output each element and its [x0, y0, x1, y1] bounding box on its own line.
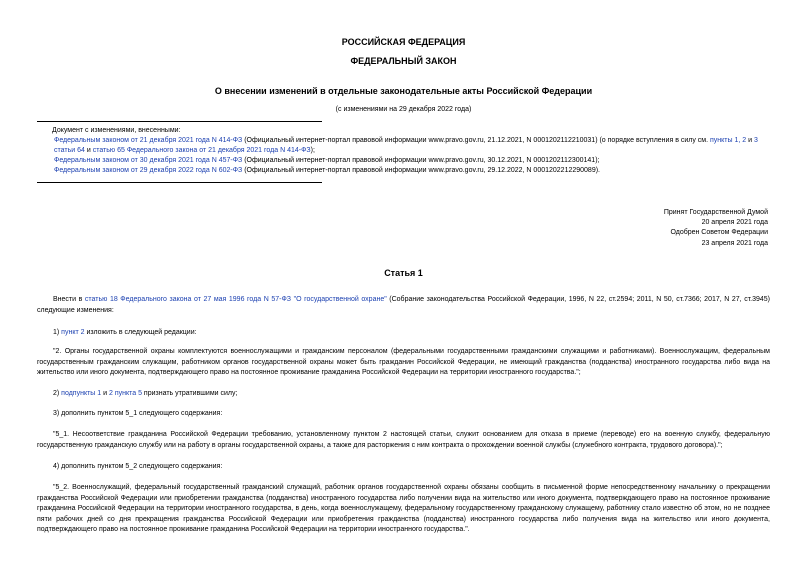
point-5-link[interactable]: 2 пункта 5: [108, 390, 142, 397]
change-text: );: [310, 147, 315, 154]
change-link-457fz[interactable]: Федеральным законом от 30 декабря 2021 года N 457-ФЗ: [54, 157, 243, 164]
paragraph-text: признать утратившими силу;: [141, 390, 238, 397]
article-quote-point-5-1: "5_1. Несоответствие гражданина Российской Федерации требованию, установленному пунктом 2 настоящей статьи, служит основанием для отказа в приеме (переводе) его на военную службу, федеральную государственную гражданскую службу или на работу в органы государственной охраны, а также для расторжения с ним контракта о прохождении военной службы (служебного контракта, трудового договора).";: [37, 431, 770, 449]
paragraph-text: (Собрание законодательства Российской Федерации, 1996, N 22, ст.2594; 2011, N 50, ст.7366; 2017, N 27, ст.3945) следующие изменения:: [37, 296, 770, 314]
document-title: О внесении изменений в отдельные законодательные акты Российской Федерации: [214, 86, 593, 96]
change-item-1: [52, 136, 772, 156]
law-type-heading: ФЕДЕРАЛЬНЫЙ ЗАКОН: [350, 56, 457, 66]
paragraph-text: 1): [53, 329, 62, 336]
change-text: (Официальный интернет-портал правовой информации www.pravo.gov.ru, 21.12.2021, N 0001202112210031) (о порядке вступления в силу см.: [242, 137, 710, 144]
changes-list: [52, 126, 772, 176]
adoption-line: Одобрен Советом Федерации: [670, 229, 768, 237]
article-item-3: 3) дополнить пунктом 5_1 следующего содержания:: [53, 410, 223, 417]
change-link-414fz[interactable]: Федеральным законом от 21 декабря 2021 года N 414-ФЗ: [54, 137, 243, 144]
change-item-2: [52, 156, 772, 166]
article-item-4: 4) дополнить пунктом 5_2 следующего содержания:: [53, 463, 223, 470]
article-paragraph-1: [37, 295, 770, 316]
law-57fz-link[interactable]: статью 18 Федерального закона от 27 мая 1996 года N 57-ФЗ "О государственной охране": [84, 296, 387, 303]
adoption-block: [568, 208, 768, 249]
adoption-line: 23 апреля 2021 года: [701, 239, 768, 247]
adoption-line: Принят Государственной Думой: [663, 209, 768, 216]
change-link-article64[interactable]: 3 статьи 64: [54, 137, 758, 154]
change-text: и: [746, 137, 754, 144]
subpoints-1-link[interactable]: подпункты 1: [61, 390, 102, 397]
change-link-article65[interactable]: статью 65 Федерального закона от 21 декабря 2021 года N 414-ФЗ: [92, 147, 311, 154]
article-quote-point-2: "2. Органы государственной охраны комплектуются военнослужащими и гражданским персоналом (федеральными государственными гражданскими служащими и работниками). Военнослужащим, федеральным государственным гражданским служащим, работником органов государственной охраны может быть гражданин Российской Федерации, не имеющий гражданства (подданства) иностранного государства либо вида на жительство или иного документа, подтверждающего право на постоянное проживание гражданина Российской Федерации на территории иностранного государства.";: [37, 348, 770, 376]
change-item-3: [52, 166, 772, 176]
article-item-2: [37, 389, 770, 400]
change-text: (Официальный интернет-портал правовой информации www.pravo.gov.ru, 29.12.2022, N 0001202212290089).: [242, 167, 600, 174]
article-quote-point-5-2: "5_2. Военнослужащий, федеральный государственный гражданский служащий, работник органов государственной охраны обязаны сообщить в письменной форме непосредственному начальнику о прекращении гражданства Российской Федерации или приобретении гражданства (подданства) иностранного государства либо получении вида на жительство или иного документа, подтверждающего право на постоянное проживание гражданина Российской Федерации на территории иностранного государства, в день, когда военнослужащему, федеральному государственному гражданскому служащему, работнику стало известно об этом, но не позднее пяти рабочих дней со дня прекращения гражданства Российской Федерации или приобретения гражданства (подданства) иностранного государства либо получения вида на жительство или иного документа, подтверждающего право на постоянное проживание гражданина Российской Федерации на территории иностранного государства.".: [37, 484, 770, 533]
article-item-1: [37, 328, 770, 339]
paragraph-text: Внести в: [53, 296, 85, 303]
changes-intro: Документ с изменениями, внесенными:: [52, 127, 181, 134]
change-link-points[interactable]: пункты 1, 2: [710, 137, 747, 144]
change-text: и: [84, 147, 93, 154]
paragraph-text: изложить в следующей редакции:: [84, 329, 197, 336]
top-divider: [37, 121, 322, 122]
point-2-link[interactable]: пункт 2: [61, 329, 85, 336]
paragraph-text: 2): [53, 390, 62, 397]
document-subtitle: (с изменениями на 29 декабря 2022 года): [335, 106, 472, 113]
bottom-divider: [37, 182, 322, 183]
country-heading: РОССИЙСКАЯ ФЕДЕРАЦИЯ: [341, 37, 466, 47]
paragraph-text: и: [101, 390, 109, 397]
adoption-line: 20 апреля 2021 года: [701, 219, 768, 227]
change-link-602fz[interactable]: Федеральным законом от 29 декабря 2022 года N 602-ФЗ: [54, 167, 243, 174]
article-title: Статья 1: [384, 268, 423, 278]
change-text: (Официальный интернет-портал правовой информации www.pravo.gov.ru, 30.12.2021, N 0001202112300141);: [242, 157, 600, 164]
